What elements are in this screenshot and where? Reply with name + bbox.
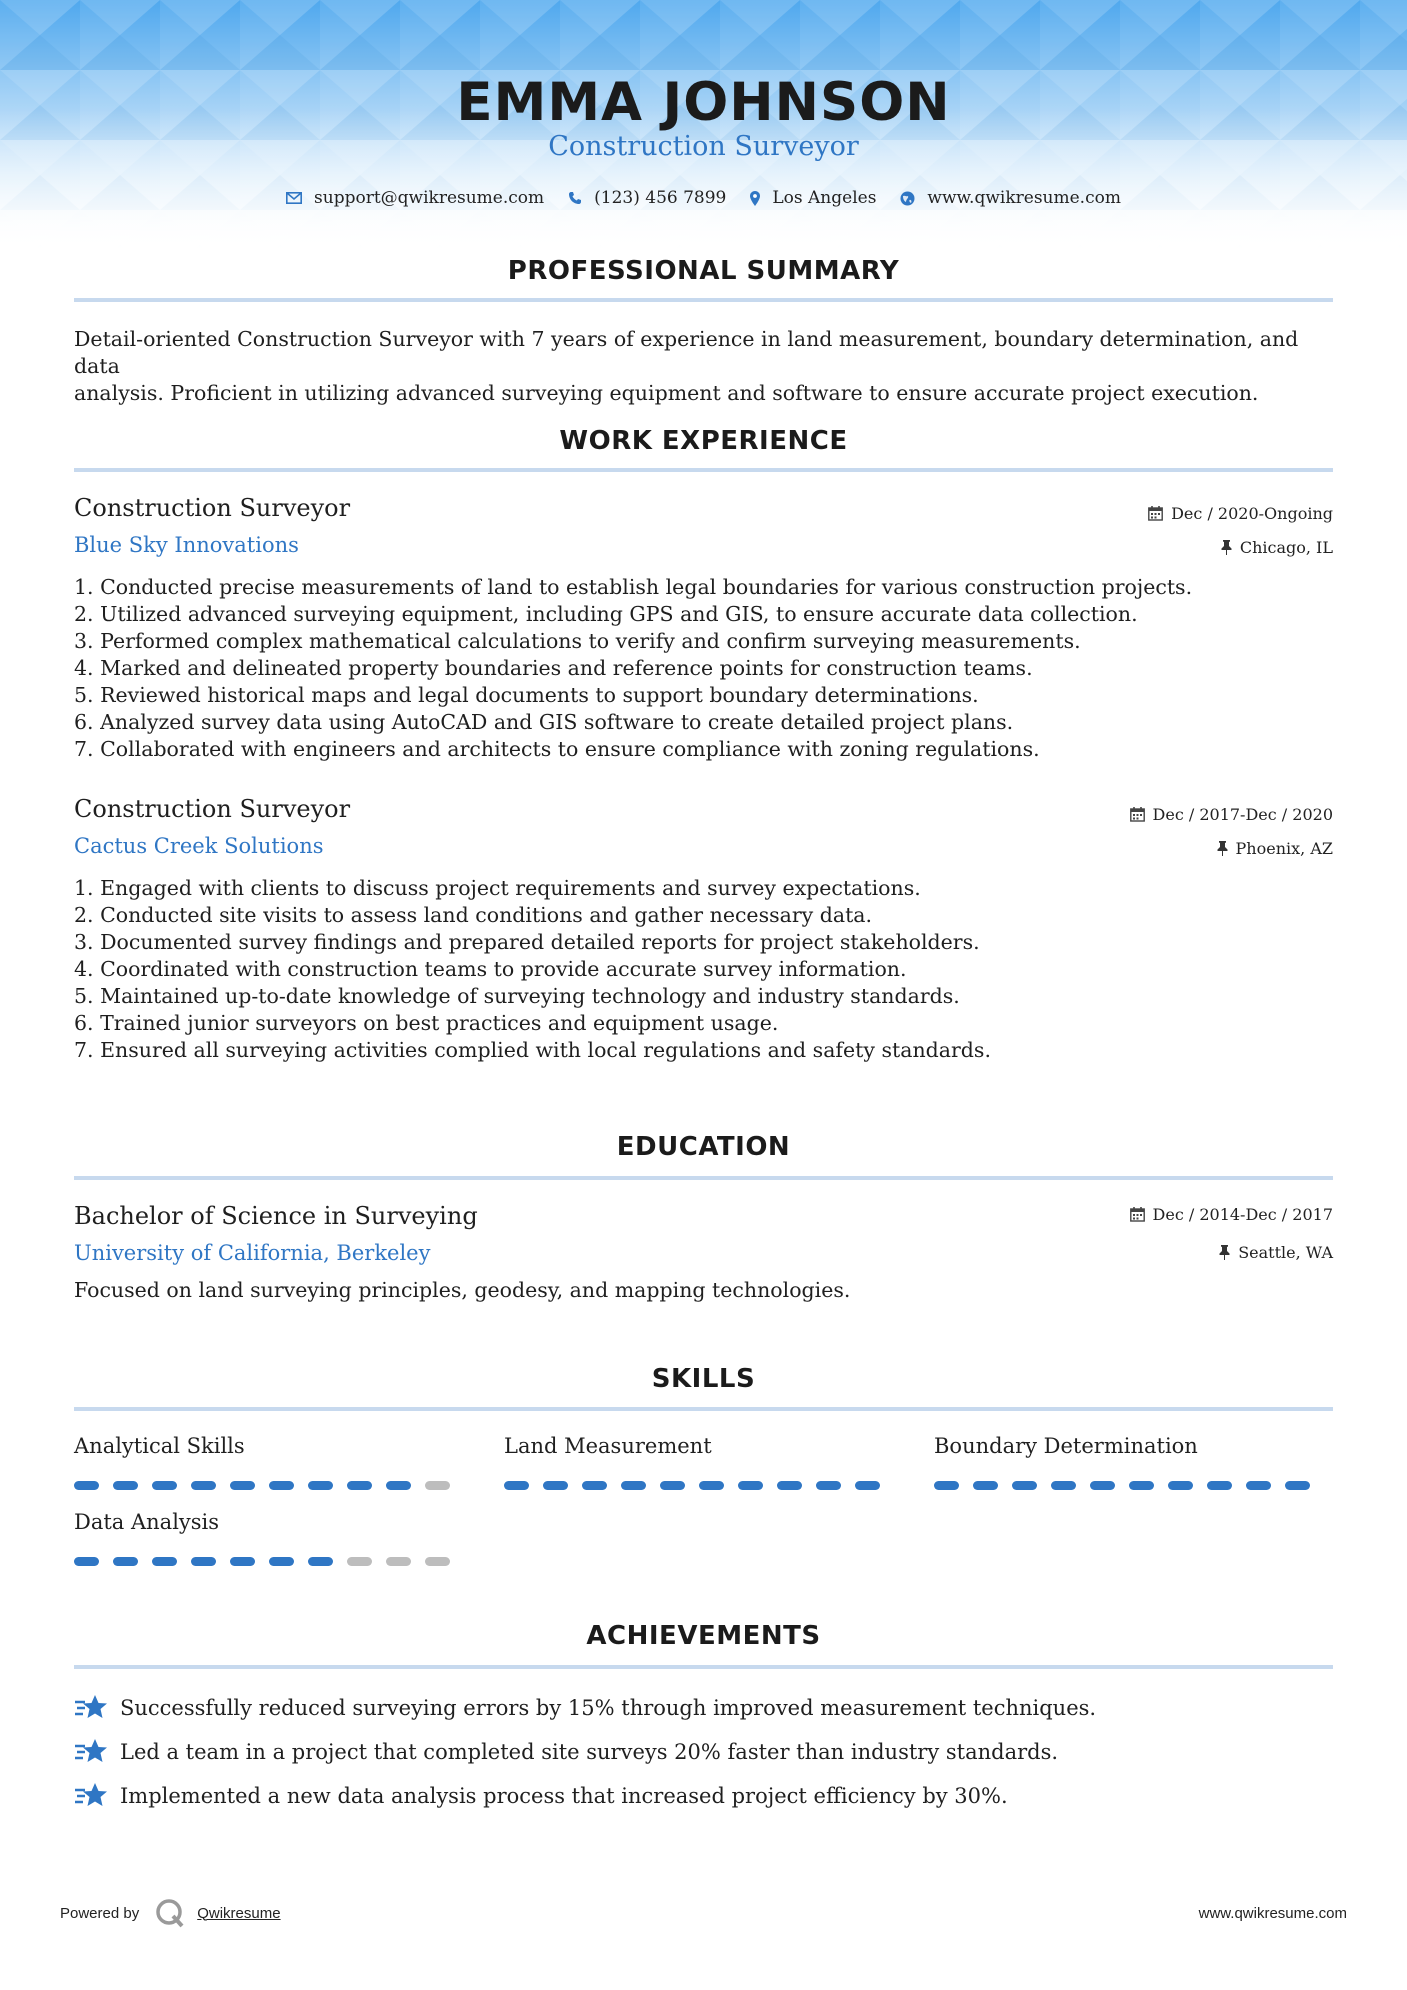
achievements-list bbox=[74, 1686, 1334, 1818]
skill-level-bar bbox=[934, 1480, 1314, 1492]
skill-level-filled-segment bbox=[816, 1481, 841, 1490]
pushpin-icon bbox=[1221, 540, 1232, 555]
calendar-icon bbox=[1130, 807, 1145, 822]
skill-level-bar bbox=[74, 1480, 454, 1492]
skill-level-bar bbox=[74, 1556, 454, 1568]
star-icon bbox=[74, 1738, 108, 1766]
skill-item bbox=[74, 1434, 454, 1492]
calendar-icon bbox=[1130, 1207, 1145, 1222]
skill-level-filled-segment bbox=[1168, 1481, 1193, 1490]
education-dates-text: Dec / 2014-Dec / 2017 bbox=[1152, 1205, 1333, 1224]
job-location-text: Chicago, IL bbox=[1239, 538, 1333, 557]
skill-level-filled-segment bbox=[543, 1481, 568, 1490]
map-marker-icon bbox=[750, 191, 760, 206]
list-item: 4. Marked and delineated property boundaries and reference points for construction teams. bbox=[74, 656, 1033, 680]
skill-level-filled-segment bbox=[621, 1481, 646, 1490]
job-company: Cactus Creek Solutions bbox=[74, 834, 324, 858]
skill-item bbox=[934, 1434, 1314, 1492]
skill-level-filled-segment bbox=[934, 1481, 959, 1490]
job-dates-text: Dec / 2017-Dec / 2020 bbox=[1152, 805, 1333, 824]
achievement-text: Implemented a new data analysis process that increased project efficiency by 30%. bbox=[120, 1784, 1008, 1808]
skill-level-filled-segment bbox=[113, 1481, 138, 1490]
skill-level-filled-segment bbox=[230, 1481, 255, 1490]
skills-divider bbox=[74, 1407, 1333, 1411]
skill-level-filled-segment bbox=[504, 1481, 529, 1490]
skill-level-filled-segment bbox=[152, 1481, 177, 1490]
skill-level-filled-segment bbox=[347, 1481, 372, 1490]
skill-level-empty-segment bbox=[386, 1557, 411, 1566]
summary-line: analysis. Proficient in utilizing advanced surveying equipment and software to ensure accurate project execution. bbox=[74, 381, 1259, 405]
job-dates-text: Dec / 2020-Ongoing bbox=[1171, 504, 1333, 523]
achievement-text: Led a team in a project that completed site surveys 20% faster than industry standards. bbox=[120, 1740, 1059, 1764]
skill-level-filled-segment bbox=[191, 1557, 216, 1566]
qwikresume-logo-icon bbox=[155, 1898, 185, 1928]
list-item: 2. Conducted site visits to assess land conditions and gather necessary data. bbox=[74, 903, 873, 927]
summary-divider bbox=[74, 298, 1333, 302]
skill-level-filled-segment bbox=[1285, 1481, 1310, 1490]
skill-level-filled-segment bbox=[699, 1481, 724, 1490]
skill-level-filled-segment bbox=[1051, 1481, 1076, 1490]
summary-text bbox=[74, 326, 1339, 407]
skill-level-filled-segment bbox=[660, 1481, 685, 1490]
job-location bbox=[1217, 839, 1333, 858]
skill-level-empty-segment bbox=[347, 1557, 372, 1566]
globe-icon bbox=[900, 191, 915, 206]
education-divider bbox=[74, 1176, 1333, 1180]
education-description: Focused on land surveying principles, geodesy, and mapping technologies. bbox=[74, 1278, 851, 1302]
education-location-text: Seattle, WA bbox=[1238, 1243, 1333, 1262]
achievements-divider bbox=[74, 1665, 1333, 1669]
skill-level-filled-segment bbox=[738, 1481, 763, 1490]
skill-level-filled-segment bbox=[973, 1481, 998, 1490]
skill-level-filled-segment bbox=[1207, 1481, 1232, 1490]
skill-level-filled-segment bbox=[855, 1481, 880, 1490]
education-school: University of California, Berkeley bbox=[74, 1241, 431, 1265]
brand-link[interactable]: Qwikresume bbox=[197, 1904, 281, 1922]
skill-level-filled-segment bbox=[74, 1557, 99, 1566]
contact-email[interactable] bbox=[286, 188, 544, 208]
calendar-icon bbox=[1148, 506, 1163, 521]
skill-level-filled-segment bbox=[230, 1557, 255, 1566]
contact-phone-text: (123) 456 7899 bbox=[594, 188, 727, 208]
education-dates bbox=[1130, 1205, 1333, 1224]
achievement-text: Successfully reduced surveying errors by 15% through improved measurement techniques. bbox=[120, 1696, 1097, 1720]
skill-level-filled-segment bbox=[308, 1557, 333, 1566]
contact-website-text: www.qwikresume.com bbox=[927, 188, 1121, 208]
skill-level-filled-segment bbox=[113, 1557, 138, 1566]
job-title: Construction Surveyor bbox=[74, 494, 351, 522]
list-item: 1. Engaged with clients to discuss project requirements and survey expectations. bbox=[74, 876, 921, 900]
contact-phone[interactable] bbox=[568, 188, 726, 208]
skill-name: Data Analysis bbox=[74, 1510, 220, 1534]
list-item: 5. Reviewed historical maps and legal documents to support boundary determinations. bbox=[74, 683, 979, 707]
candidate-role: Construction Surveyor bbox=[548, 131, 859, 162]
skill-name: Land Measurement bbox=[504, 1434, 712, 1458]
skill-level-bar bbox=[504, 1480, 884, 1492]
list-item: 7. Collaborated with engineers and architects to ensure compliance with zoning regulations. bbox=[74, 737, 1040, 761]
contact-location bbox=[750, 188, 876, 208]
envelope-icon bbox=[286, 192, 302, 204]
skill-level-filled-segment bbox=[777, 1481, 802, 1490]
footer-powered-by bbox=[60, 1898, 281, 1928]
job-location-text: Phoenix, AZ bbox=[1235, 839, 1333, 858]
summary-section-title: PROFESSIONAL SUMMARY bbox=[507, 256, 900, 286]
job-dates bbox=[1130, 805, 1333, 824]
education-section-title: EDUCATION bbox=[616, 1132, 791, 1162]
skill-level-filled-segment bbox=[269, 1557, 294, 1566]
education-degree: Bachelor of Science in Surveying bbox=[74, 1202, 478, 1230]
list-item: 6. Trained junior surveyors on best practices and equipment usage. bbox=[74, 1011, 779, 1035]
contact-email-text: support@qwikresume.com bbox=[314, 188, 545, 208]
contact-website[interactable] bbox=[900, 188, 1121, 208]
list-item bbox=[74, 1774, 1334, 1818]
list-item: 1. Conducted precise measurements of land to establish legal boundaries for various construction projects. bbox=[74, 575, 1193, 599]
list-item: 7. Ensured all surveying activities complied with local regulations and safety standards. bbox=[74, 1038, 991, 1062]
star-icon bbox=[74, 1782, 108, 1810]
list-item bbox=[74, 1686, 1334, 1730]
skill-level-empty-segment bbox=[425, 1557, 450, 1566]
footer-website[interactable]: www.qwikresume.com bbox=[1198, 1905, 1347, 1922]
skills-section-title: SKILLS bbox=[651, 1364, 756, 1394]
contact-bar bbox=[0, 188, 1407, 208]
job-title: Construction Surveyor bbox=[74, 795, 351, 823]
education-location bbox=[1219, 1243, 1333, 1262]
skill-level-filled-segment bbox=[152, 1557, 177, 1566]
job-duties-list bbox=[74, 574, 1334, 763]
skill-name: Analytical Skills bbox=[74, 1434, 245, 1458]
skill-item bbox=[74, 1510, 454, 1568]
skill-level-filled-segment bbox=[308, 1481, 333, 1490]
phone-icon bbox=[568, 191, 582, 205]
job-company: Blue Sky Innovations bbox=[74, 533, 299, 557]
experience-divider bbox=[74, 468, 1333, 472]
pushpin-icon bbox=[1219, 1245, 1230, 1260]
skill-level-filled-segment bbox=[269, 1481, 294, 1490]
skill-level-empty-segment bbox=[425, 1481, 450, 1490]
job-location bbox=[1221, 538, 1333, 557]
skill-level-filled-segment bbox=[1129, 1481, 1154, 1490]
summary-line: Detail-oriented Construction Surveyor with 7 years of experience in land measurement, boundary determination, and data bbox=[74, 327, 1299, 378]
list-item: 3. Performed complex mathematical calculations to verify and confirm surveying measurements. bbox=[74, 629, 1081, 653]
skill-level-filled-segment bbox=[1246, 1481, 1271, 1490]
list-item: 6. Analyzed survey data using AutoCAD and GIS software to create detailed project plans. bbox=[74, 710, 1014, 734]
skill-level-filled-segment bbox=[1090, 1481, 1115, 1490]
skill-level-filled-segment bbox=[191, 1481, 216, 1490]
list-item: 4. Coordinated with construction teams to provide accurate survey information. bbox=[74, 957, 907, 981]
skill-level-filled-segment bbox=[386, 1481, 411, 1490]
skill-name: Boundary Determination bbox=[934, 1434, 1198, 1458]
powered-by-label: Powered by bbox=[60, 1904, 140, 1922]
job-dates bbox=[1148, 504, 1333, 523]
achievements-section-title: ACHIEVEMENTS bbox=[586, 1621, 821, 1651]
list-item: 5. Maintained up-to-date knowledge of surveying technology and industry standards. bbox=[74, 984, 960, 1008]
skill-level-filled-segment bbox=[74, 1481, 99, 1490]
contact-location-text: Los Angeles bbox=[772, 188, 877, 208]
pushpin-icon bbox=[1217, 841, 1228, 856]
star-icon bbox=[74, 1694, 108, 1722]
skill-level-filled-segment bbox=[582, 1481, 607, 1490]
experience-section-title: WORK EXPERIENCE bbox=[559, 426, 848, 456]
skill-item bbox=[504, 1434, 884, 1492]
candidate-name: EMMA JOHNSON bbox=[456, 72, 951, 133]
list-item bbox=[74, 1730, 1334, 1774]
skill-level-filled-segment bbox=[1012, 1481, 1037, 1490]
list-item: 3. Documented survey findings and prepared detailed reports for project stakeholders. bbox=[74, 930, 980, 954]
job-duties-list bbox=[74, 875, 1334, 1064]
list-item: 2. Utilized advanced surveying equipment, including GPS and GIS, to ensure accurate data collection. bbox=[74, 602, 1138, 626]
